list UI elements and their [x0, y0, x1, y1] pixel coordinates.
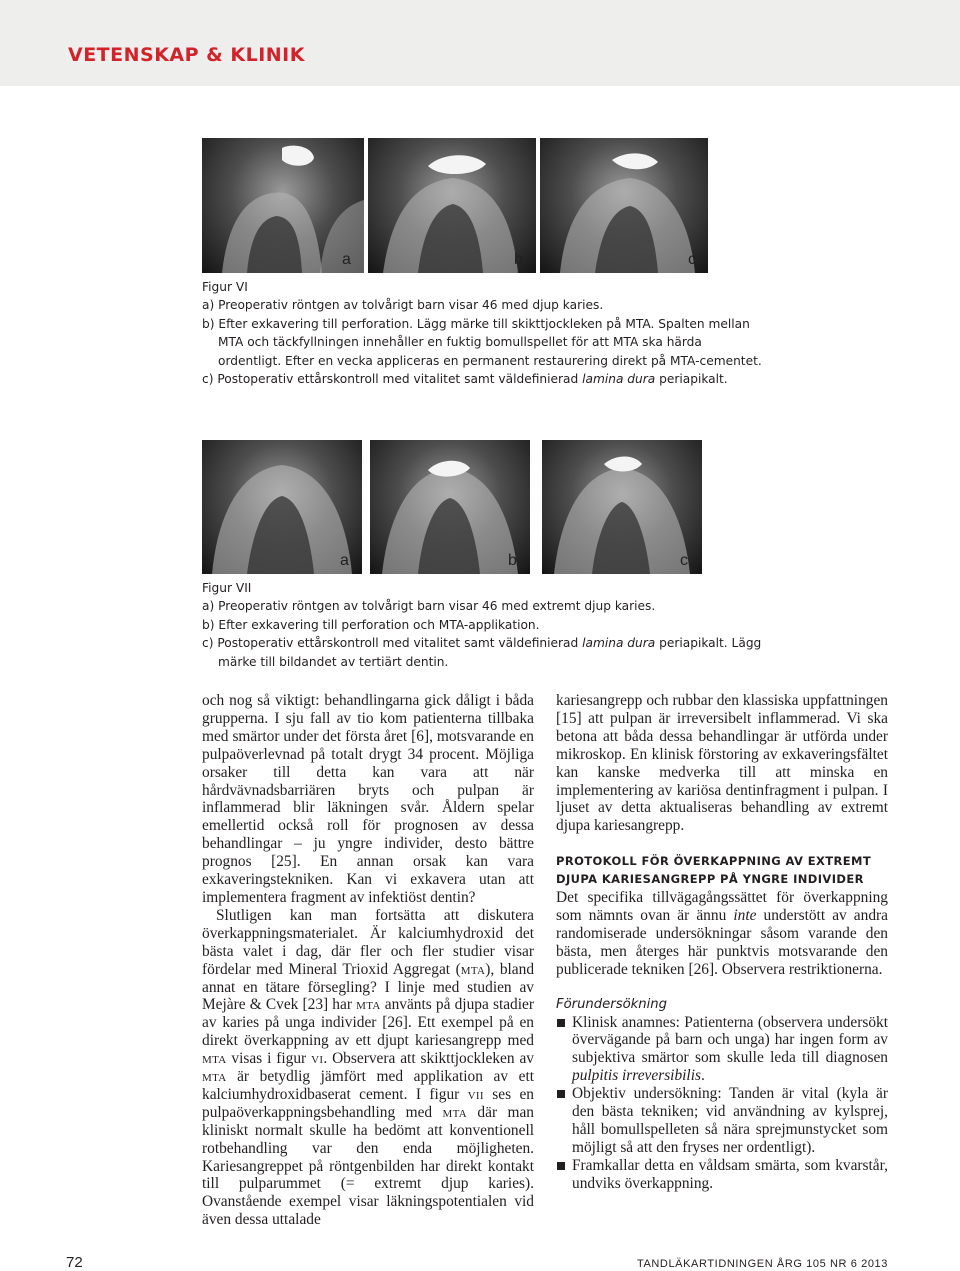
- header-band: [0, 0, 960, 86]
- fig6-item-a: a) Preoperativ röntgen av tolvårigt barn visar 46 med djup karies.: [202, 298, 604, 313]
- fig6-item-b: b) Efter exkavering till perforation. Lägg märke till skikttjockleken på MTA. Spalten mellan MTA och täckfyllningen innehåller en fuktig bomullspellet för att MTA ska härda ordentligt. Efter en vecka appliceras en permanent restaurering direkt på MTA-cementet.: [202, 316, 762, 368]
- preexam-subhead: Förundersökning: [556, 996, 668, 1012]
- bullet-square-icon: [557, 1019, 565, 1027]
- left-paragraph-1: och nog så viktigt: behandlingarna gick dåligt i båda grupperna. I sju fall av tio kom patienterna tillbaka med smärtor under det första året [6], motsvarande en pulpaöverlevnad på totalt drygt 34 procent. Möjliga orsaker till detta kan vara att när hårdvävnadsbarriären bryts och pulpan är inflammerad blir läkningen svår. Åldern spelar emellertid också roll för prognosen av dessa behandlingar – ju yngre individer, desto bättre prognos [25]. En annan orsak kan vara exkaveringstekniken. Kan vi exkavera utan att implementera fragment av infektiöst dentin?: [202, 692, 534, 906]
- bullet-item-3: Framkallar detta en våldsam smärta, som kvarstår, undviks överkappning.: [556, 1157, 888, 1193]
- protocol-subhead: PROTOKOLL FÖR ÖVERKAPPNING AV EXTREMT DJUPA KARIESANGREPP PÅ YNGRE INDIVIDER: [556, 854, 872, 887]
- xray-fig7-a: [202, 440, 362, 574]
- fig7-item-b: b) Efter exkavering till perforation och MTA-applikation.: [202, 617, 540, 632]
- fig6-item-c-italic: lamina dura: [582, 372, 656, 387]
- page-number: 72: [66, 1254, 83, 1271]
- fig7-item-c: c) Postoperativ ettårskontroll med vitalitet samt väldefinierad lamina dura periapikalt. Lägg märke till bildandet av tertiärt dentin.: [202, 636, 762, 669]
- xray-fig7-c: [542, 440, 702, 574]
- bullet-square-icon: [557, 1162, 565, 1170]
- section-label: VETENSKAP & KLINIK: [68, 44, 305, 66]
- fig6-panel-letter-b: b: [514, 251, 523, 268]
- xray-fig7-b: [370, 440, 530, 574]
- fig7-panel-letter-b: b: [508, 552, 517, 569]
- xray-fig6-c: [540, 138, 708, 273]
- right-paragraph-2: Det specifika tillvägagångssättet för överkappning som nämnts ovan är ännu inte understött av andra randomiserade undersökningar såsom varande den bästa, men återges här punktvis motsvarande den publicerade tekniken [26]. Observera restriktionerna.: [556, 889, 888, 978]
- fig6-title: Figur VI: [202, 280, 248, 294]
- fig6-caption: [202, 278, 762, 388]
- fig7-item-a: a) Preoperativ röntgen av tolvårigt barn visar 46 med extremt djup karies.: [202, 599, 656, 614]
- bullet-square-icon: [557, 1090, 565, 1098]
- bullet-item-1: Klinisk anamnes: Patienterna (observera undersökt övervägande på barn och unga) har ingen form av subjektiva smärtor som skulle leda till diagnosen pulpitis irreversibilis.: [556, 1014, 888, 1086]
- fig6-panel-letter-c: c: [688, 251, 696, 268]
- fig7-title: Figur VII: [202, 581, 252, 595]
- right-column: [556, 692, 888, 1193]
- fig6-item-c: c) Postoperativ ettårskontroll med vitalitet samt väldefinierad lamina dura periapikalt.: [202, 372, 728, 387]
- right-paragraph-1: kariesangrepp och rubbar den klassiska uppfattningen [15] att pulpan är irreversibelt inflammerad. Vi ska betona att båda dessa behandlingar är utförda under mikroskop. En klinisk förstoring av exkaveringsfältet kan kanske medverka till att minska en implementering av kariösa dentinfragment i pulpan. I ljuset av detta aktualiseras behandling av extremt djupa kariesangrepp.: [556, 692, 888, 835]
- bullet-item-2: Objektiv undersökning: Tanden är vital (kyla är den bästa tekniken; vid användning av kylsprej, håll bomullspelleten så nära sprejmunstycket som möjligt så att den fryses ner ordentligt).: [556, 1085, 888, 1157]
- fig7-item-c-italic: lamina dura: [582, 636, 656, 651]
- xray-fig6-a: [202, 138, 364, 273]
- left-paragraph-2: Slutligen kan man fortsätta att diskutera överkappningsmaterialet. Är kalciumhydroxid det bästa valet i dag, där fler och fler studier visar fördelar med Mineral Trioxid Aggregat (mta), bland annat en tätare försegling? I linje med studien av Mejàre & Cvek [23] har mta använts på djupa stadier av karies på unga individer [26]. Ett exempel på en direkt överkappning av ett djupt kariesangrepp med mta visas i figur vi. Observera att skikttjockleken av mta är betydlig jämfört med applikation av ett kalciumhydroxidbaserat cement. I figur vii ses en pulpaöverkappningsbehandling med mta där man kliniskt normalt skulle ha bedömt att konventionell rotbehandling var den enda möjligheten. Kariesangreppet på röntgenbilden har direkt kontakt till pulparummet (= extremt djup karies). Ovanstående exempel visar läkningspotentialen vid även dessa uttalade: [202, 906, 535, 1229]
- xray-fig6-b: [368, 138, 536, 273]
- fig6-panel-letter-a: a: [342, 251, 351, 268]
- fig7-panel-letter-a: a: [340, 552, 349, 569]
- journal-footer: TANDLÄKARTIDNINGEN ÅRG 105 NR 6 2013: [636, 1258, 888, 1270]
- left-column: [202, 692, 534, 1229]
- fig7-caption: [202, 579, 762, 671]
- fig7-panel-letter-c: c: [680, 552, 688, 569]
